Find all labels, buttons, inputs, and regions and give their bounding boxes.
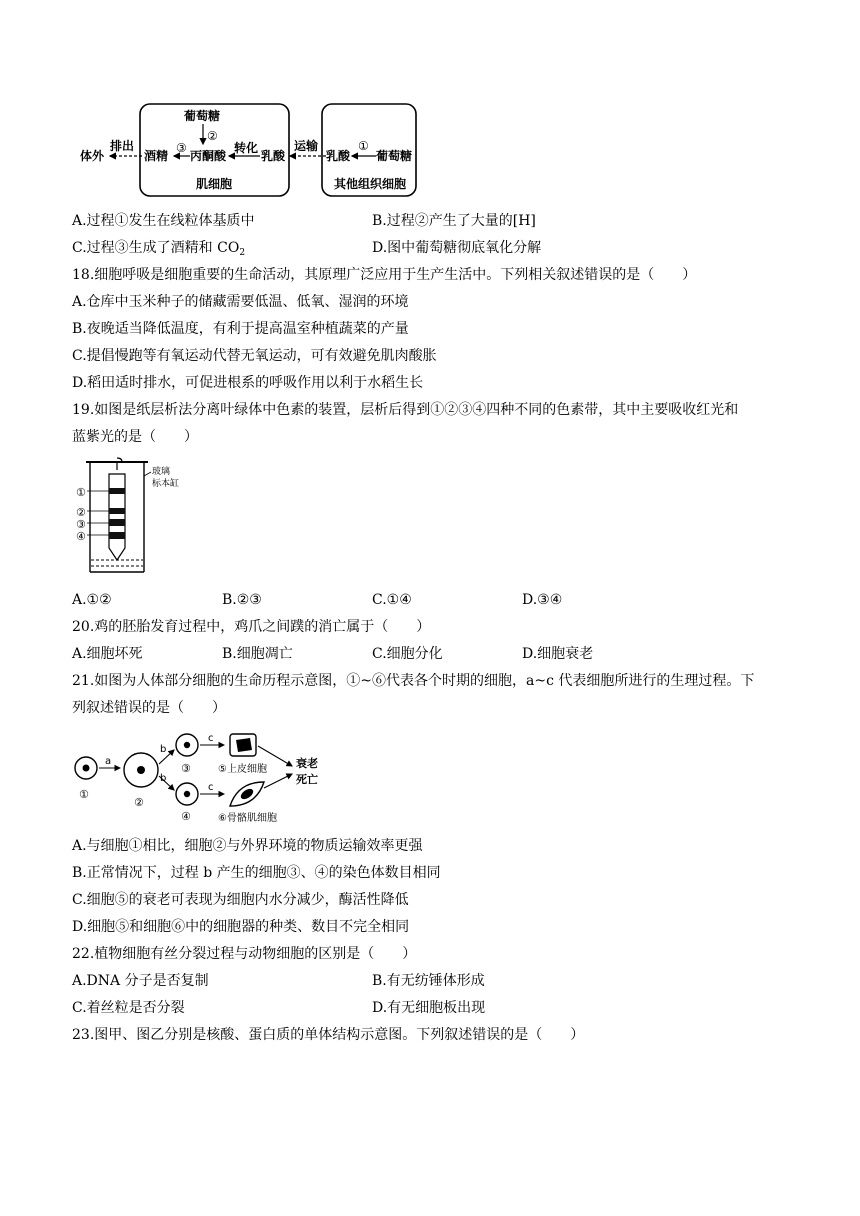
q21-option-b: B.正常情况下，过程 b 产生的细胞③、④的染色体数目相同: [72, 865, 441, 881]
q21-stem-line2: 列叙述错误的是（ ）: [72, 700, 226, 716]
q20-stem: 20.鸡的胚胎发育过程中，鸡爪之间蹼的消亡属于（ ）: [72, 619, 431, 635]
q22-stem: 22.植物细胞有丝分裂过程与动物细胞的区别是（ ）: [72, 946, 417, 962]
q22-option-a: A.DNA 分子是否复制: [72, 973, 209, 989]
band-label-3: ③: [76, 518, 86, 531]
q22-option-d: D.有无细胞板出现: [372, 1000, 486, 1016]
q21-option-a: A.与细胞①相比，细胞②与外界环境的物质运输效率更强: [72, 838, 423, 854]
death-label: 死亡: [296, 773, 318, 786]
transport-label: 运输: [294, 139, 319, 153]
q20-option-b: B.细胞凋亡: [222, 646, 293, 662]
lactate-left-label: 乳酸: [261, 149, 286, 163]
q17-option-c: [72, 239, 245, 257]
q20-option-d: D.细胞衰老: [522, 646, 594, 662]
q18-stem: 18.细胞呼吸是细胞重要的生命活动，其原理广泛应用于生产生活中。下列相关叙述错误的是（ ）: [72, 267, 697, 283]
cell-5-label: ⑤上皮细胞: [218, 764, 267, 775]
glucose-right-label: 葡萄糖: [376, 149, 413, 163]
excrete-label: 排出: [110, 139, 135, 153]
band-4: [109, 532, 125, 539]
q17-option-b: B.过程②产生了大量的[H]: [372, 213, 536, 229]
jar-label-line1: 玻璃: [152, 467, 171, 477]
q21-option-c: C.细胞⑤的衰老可表现为细胞内水分减少，酶活性降低: [72, 892, 409, 908]
cell-1-label: ①: [79, 788, 89, 801]
band-3: [109, 519, 125, 526]
q23-stem: 23.图甲、图乙分别是核酸、蛋白质的单体结构示意图。下列叙述错误的是（ ）: [72, 1027, 585, 1043]
q19-stem-line2: 蓝紫光的是（ ）: [72, 429, 198, 445]
q18-option-d: D.稻田适时排水，可促进根系的呼吸作用以利于水稻生长: [72, 375, 424, 391]
lactate-right-label: 乳酸: [326, 149, 351, 163]
q17-option-d: D.图中葡萄糖彻底氧化分解: [372, 240, 542, 256]
aging-label: 衰老: [296, 757, 318, 770]
q20-option-a: A.细胞坏死: [72, 646, 143, 662]
q19-option-b: B.②③: [222, 592, 262, 608]
q19-option-d: D.③④: [522, 592, 563, 608]
q19-stem-line1: 19.如图是纸层析法分离叶绿体中色素的装置，层析后得到①②③④四种不同的色素带，其中主要吸收红光和: [72, 402, 739, 418]
pyruvate-label: 丙酮酸: [190, 149, 227, 163]
chromatography-diagram: [74, 456, 214, 580]
process-1-label: ①: [358, 139, 369, 153]
outside-label: 体外: [80, 149, 105, 163]
q22-option-c: C.着丝粒是否分裂: [72, 1000, 185, 1016]
q18-option-c: C.提倡慢跑等有氧运动代替无氧运动，可有效避免肌肉酸胀: [72, 348, 437, 364]
cell-lifecycle-diagram: [70, 726, 340, 826]
respiration-diagram: [76, 100, 426, 200]
muscle-cell-label: 肌细胞: [196, 177, 233, 191]
q17-option-c-sub: 2: [239, 248, 246, 258]
band-1: [109, 488, 125, 494]
glucose-top-label: 葡萄糖: [184, 109, 221, 123]
process-3-label: ③: [176, 141, 187, 155]
q19-option-a: A.①②: [72, 592, 112, 608]
cell-3-label: ③: [181, 762, 191, 775]
q21-option-d: D.细胞⑤和细胞⑥中的细胞器的种类、数目不完全相同: [72, 919, 410, 935]
q22-option-b: B.有无纺锤体形成: [372, 973, 485, 989]
q18-option-b: B.夜晚适当降低温度，有利于提高温室种植蔬菜的产量: [72, 321, 409, 337]
q19-option-c: C.①④: [372, 592, 412, 608]
cell-2-label: ②: [134, 796, 144, 809]
jar-label-line2: 标本缸: [152, 479, 180, 489]
band-label-1: ①: [76, 486, 86, 499]
process-b-bottom-label: b: [160, 773, 167, 784]
q17-option-c-text: C.过程③生成了酒精和 CO: [72, 240, 240, 256]
q17-option-a: A.过程①发生在线粒体基质中: [72, 213, 255, 229]
process-b-top-label: b: [160, 744, 167, 755]
convert-label: 转化: [234, 141, 259, 155]
process-a-label: a: [105, 756, 112, 767]
q20-option-c: C.细胞分化: [372, 646, 443, 662]
band-2: [109, 508, 125, 514]
process-c-top-label: c: [208, 733, 214, 744]
q18-option-a: A.仓库中玉米种子的储藏需要低温、低氧、湿润的环境: [72, 294, 409, 310]
process-2-label: ②: [207, 129, 218, 143]
process-c-bottom-label: c: [208, 782, 214, 793]
alcohol-label: 酒精: [144, 149, 169, 163]
cell-6-label: ⑥骨骼肌细胞: [218, 813, 277, 824]
band-label-2: ②: [76, 506, 86, 519]
other-cells-label: 其他组织细胞: [334, 177, 407, 191]
q21-stem-line1: 21.如图为人体部分细胞的生命历程示意图，①~⑥代表各个时期的细胞，a~c 代表细胞所进行的生理过程。下: [72, 673, 755, 689]
cell-4-label: ④: [181, 810, 191, 823]
band-label-4: ④: [76, 530, 86, 543]
